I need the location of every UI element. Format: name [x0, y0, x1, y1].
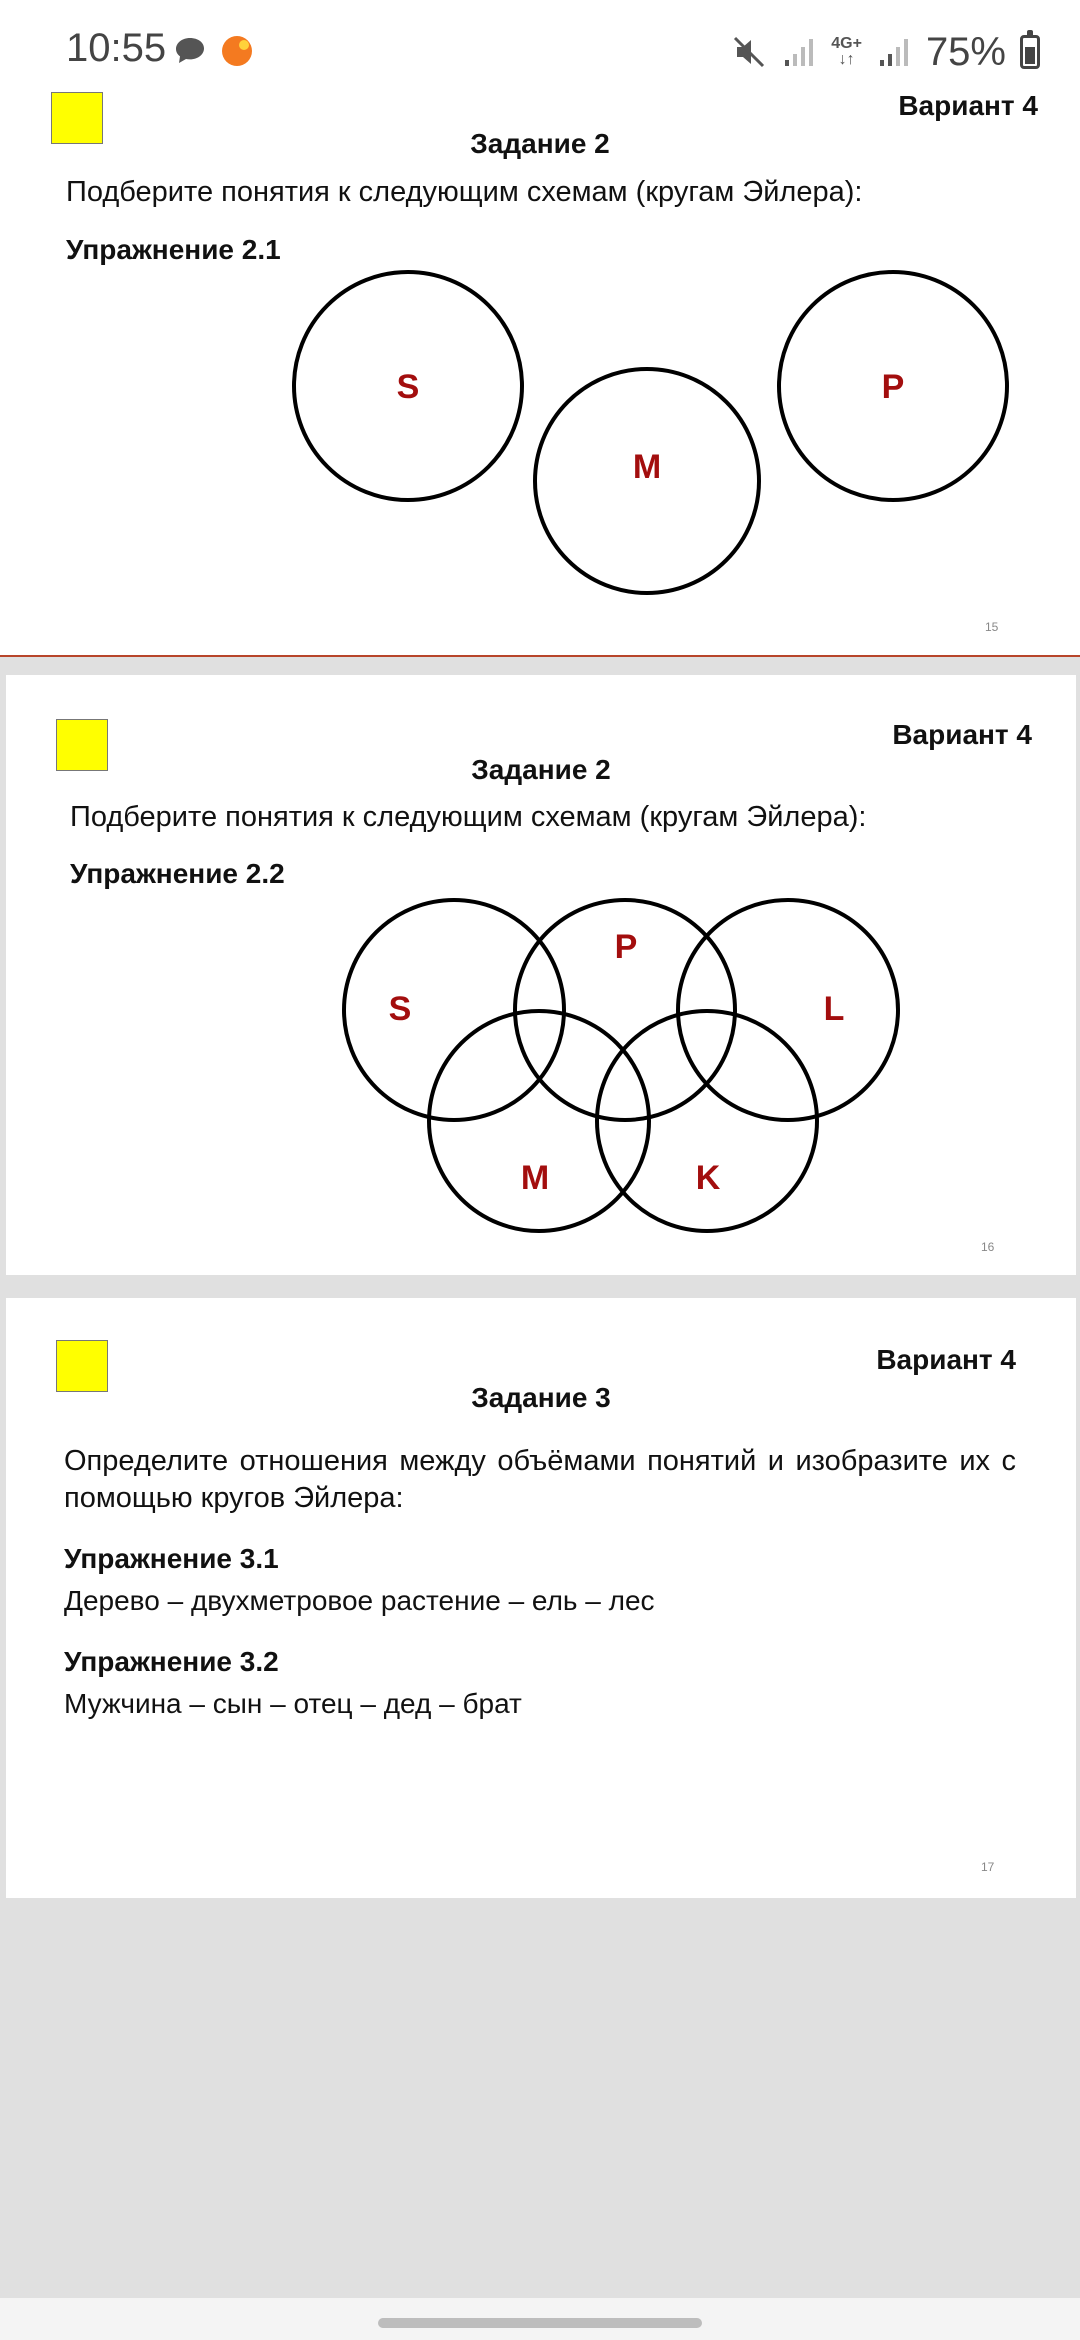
exercise-title: Упражнение 2.2	[70, 858, 285, 889]
chat-icon	[174, 36, 206, 66]
exercise-title: Упражнение 2.1	[66, 234, 281, 265]
slide-16[interactable]	[6, 675, 1076, 1275]
task-title: Задание 3	[471, 1382, 611, 1413]
task-prompt: Определите отношения между объёмами понятий и изобразите их с помощью кругов Эйлера:	[64, 1445, 1016, 1514]
exercise-text-3-2: Мужчина – сын – отец – дед – брат	[64, 1688, 522, 1719]
task-title: Задание 2	[470, 128, 610, 159]
network-type: 4G+ ↓↑	[831, 35, 862, 68]
variant-label: Вариант 4	[898, 90, 1038, 121]
circle-label-s: S	[396, 368, 420, 406]
slide-15[interactable]	[0, 80, 1080, 657]
variant-label: Вариант 4	[876, 1344, 1016, 1375]
circle-label-k: K	[695, 1159, 721, 1197]
page-number: 17	[981, 1860, 995, 1874]
app-notification-icon	[222, 36, 252, 66]
data-arrows-icon: ↓↑	[838, 51, 855, 68]
euler-diagram-2-2	[6, 675, 1076, 1275]
circle-label-s: S	[388, 990, 412, 1028]
navigation-bar	[0, 2298, 1080, 2340]
signal-icon-2	[876, 34, 912, 70]
slide-17[interactable]	[6, 1298, 1076, 1898]
task-title: Задание 2	[471, 754, 611, 785]
circle-label-m: M	[520, 1159, 550, 1197]
page-number: 15	[985, 620, 999, 634]
variant-label: Вариант 4	[892, 719, 1032, 750]
mute-icon	[731, 34, 767, 70]
status-right	[731, 24, 1040, 80]
circle-label-l: L	[823, 990, 845, 1028]
status-time: 10:55	[66, 26, 167, 70]
signal-icon-1	[781, 34, 817, 70]
exercise-title-3-1: Упражнение 3.1	[64, 1543, 279, 1574]
battery-icon	[1020, 35, 1040, 69]
home-gesture-handle[interactable]	[378, 2318, 702, 2328]
task-prompt: Подберите понятия к следующим схемам (кругам Эйлера):	[66, 176, 863, 208]
circle-label-p: P	[614, 928, 638, 966]
euler-diagram-2-1	[0, 80, 1080, 655]
battery-percent: 75%	[925, 29, 1006, 74]
circle-label-m: M	[632, 448, 662, 486]
circle-label-p: P	[881, 368, 905, 406]
exercise-text-3-1: Дерево – двухметровое растение – ель – лес	[64, 1585, 655, 1616]
page-number: 16	[981, 1240, 995, 1254]
exercise-title-3-2: Упражнение 3.2	[64, 1646, 279, 1677]
task-prompt: Подберите понятия к следующим схемам (кругам Эйлера):	[70, 801, 867, 833]
